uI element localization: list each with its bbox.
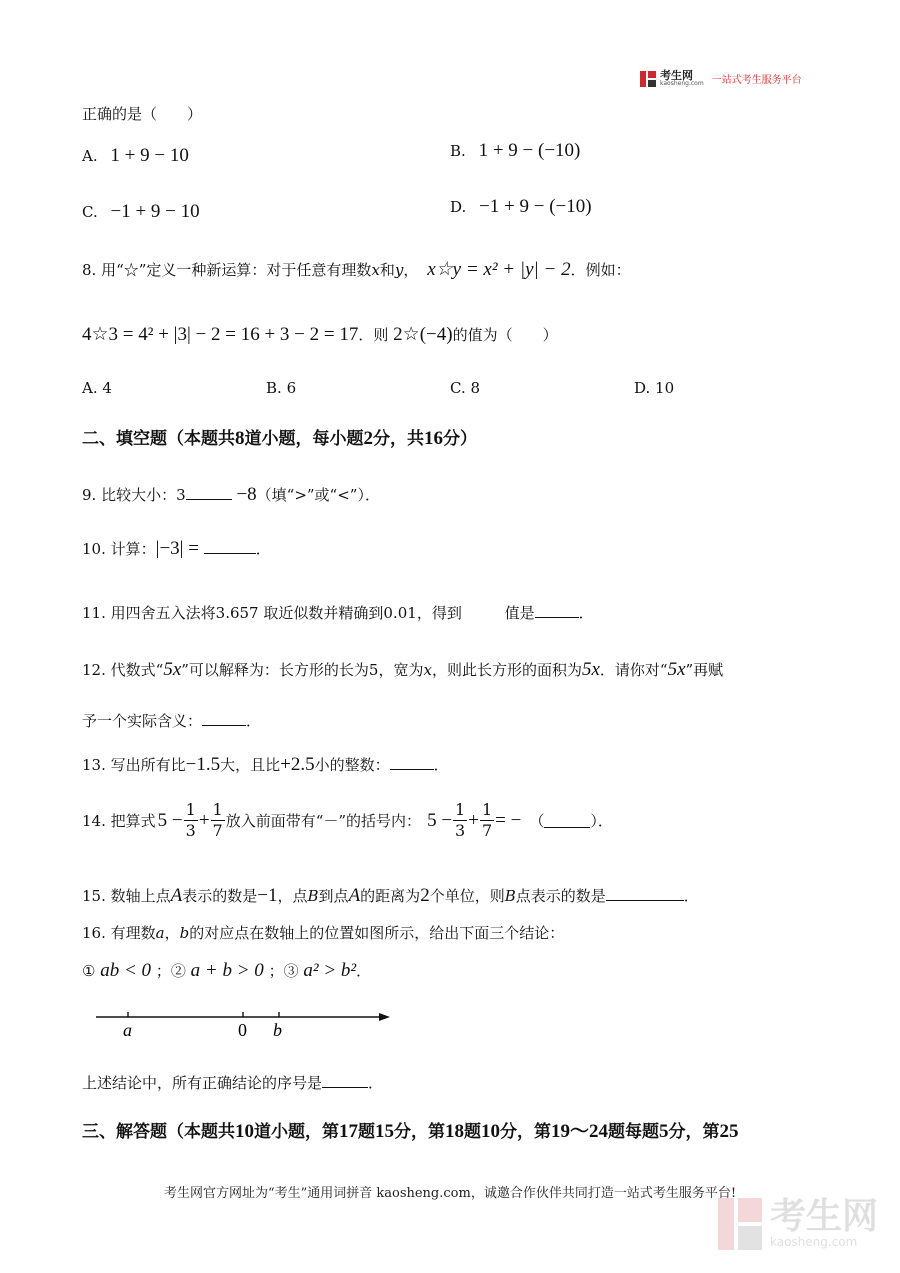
watermark bbox=[718, 1198, 878, 1250]
conclusion-2: a + b > 0 bbox=[190, 960, 264, 981]
question-number: 10. bbox=[82, 540, 106, 558]
q14-plus: + bbox=[198, 809, 210, 831]
section2-total: 16 bbox=[424, 428, 443, 449]
logo-domain: kaosheng.com bbox=[660, 80, 704, 87]
q16-conclusion-line bbox=[82, 1072, 383, 1093]
section2-each: 2 bbox=[363, 428, 373, 449]
q16-conclusion-end: ． bbox=[368, 1074, 384, 1092]
question-number: 12. bbox=[82, 661, 106, 679]
section2-prefix: 二、填空题（本题共 bbox=[82, 429, 235, 449]
fraction-num: 1 bbox=[455, 800, 466, 819]
q12-len: 5 bbox=[368, 661, 379, 679]
logo-name: 考生网 bbox=[660, 69, 693, 82]
section3-s19: 5 bbox=[659, 1121, 669, 1142]
axis-arrow-icon bbox=[379, 1013, 390, 1021]
section3-heading bbox=[82, 1116, 739, 1143]
q10-expr: |−3| = bbox=[155, 538, 199, 559]
logo-slogan: 一站式考生服务平台 bbox=[711, 75, 802, 86]
q15-text-a: 数轴上点 bbox=[110, 887, 171, 905]
option-label: C. bbox=[450, 379, 466, 397]
q16-var-a: a bbox=[155, 924, 165, 942]
q16-conclusion: 上述结论中，所有正确结论的序号是 bbox=[82, 1074, 323, 1092]
answer-blank[interactable] bbox=[535, 603, 579, 618]
q14-rhs: = − bbox=[495, 809, 522, 831]
section2-mid1: 道小题，每小题 bbox=[244, 429, 364, 449]
section3-s18: 10 bbox=[481, 1121, 500, 1142]
q13-end: ． bbox=[433, 756, 449, 774]
answer-blank[interactable] bbox=[322, 1073, 368, 1088]
fraction-3 bbox=[453, 802, 467, 839]
fraction-num: 1 bbox=[185, 800, 196, 819]
option-expr: 1 + 9 − (−10) bbox=[478, 140, 581, 161]
answer-blank[interactable] bbox=[606, 886, 684, 901]
fraction-den: 7 bbox=[481, 821, 493, 840]
watermark-domain: kaosheng.com bbox=[770, 1235, 858, 1249]
q16-end: ． bbox=[356, 962, 372, 980]
section3-q25: 25 bbox=[719, 1121, 739, 1142]
q8-ask-text: 的值为（ ） bbox=[452, 326, 558, 344]
q13-hi: +2.5 bbox=[280, 754, 315, 775]
q11-num: 3.657 bbox=[215, 604, 259, 622]
question-number: 13. bbox=[82, 756, 106, 774]
fraction-den: 3 bbox=[455, 821, 466, 840]
section3-count: 10 bbox=[235, 1121, 254, 1142]
section3-mid2-repeat: 题 bbox=[464, 1122, 481, 1142]
axis-label-b: b bbox=[273, 1020, 282, 1040]
option-label: D. bbox=[450, 198, 467, 216]
q8-stem-line1 bbox=[82, 258, 631, 281]
q14-paren-close: ）． bbox=[590, 812, 613, 830]
q15-text-c: ，点 bbox=[277, 887, 308, 905]
q11-text-c: ，得到 bbox=[416, 604, 462, 622]
section3-s17: 15 bbox=[375, 1121, 394, 1142]
option-value: 8 bbox=[470, 379, 481, 397]
conclusion-1-mark: ① bbox=[82, 962, 96, 980]
fraction-num: 1 bbox=[481, 800, 493, 819]
answer-blank[interactable] bbox=[390, 755, 434, 770]
q15-point-a-repeat: A bbox=[348, 885, 361, 906]
q12-text-c: ，宽为 bbox=[378, 661, 424, 679]
q8-example-label: ．例如： bbox=[570, 261, 631, 279]
section2-mid2: 分，共 bbox=[373, 429, 424, 449]
q16-var-b: b bbox=[179, 924, 190, 942]
q12-text-d: ，则此长方形的面积为 bbox=[431, 661, 582, 679]
section3-mid6: 分，第 bbox=[668, 1122, 720, 1142]
number-line bbox=[90, 1005, 400, 1045]
q8-comma: ， bbox=[403, 261, 419, 279]
option-label: A. bbox=[82, 147, 98, 165]
option-value: 4 bbox=[102, 379, 112, 397]
option-label: B. bbox=[450, 142, 466, 160]
q7-stem: 正确的是（ ） bbox=[82, 105, 203, 123]
q10-text: 计算： bbox=[110, 540, 156, 558]
watermark-name: 考生网 bbox=[770, 1196, 879, 1237]
question-number: 16. bbox=[82, 924, 106, 942]
q15-text-d: 到点 bbox=[318, 887, 349, 905]
q8-ask-expr: 2☆(−4) bbox=[393, 324, 453, 345]
q7-option-c[interactable] bbox=[82, 201, 200, 223]
q8-option-c[interactable] bbox=[450, 379, 480, 397]
q12-expr-repeat: 5x bbox=[667, 659, 686, 680]
option-label: C. bbox=[82, 203, 98, 221]
q14-expr-lead: 5 − bbox=[157, 809, 183, 831]
page-footer: 考生网官方网址为“考生”通用词拼音 kaosheng.com，诚邀合作伙伴共同打造一站式考生服务平台! bbox=[163, 1186, 737, 1201]
question-number: 9. bbox=[82, 486, 97, 504]
header-logo[interactable] bbox=[640, 70, 802, 87]
q14 bbox=[82, 802, 613, 839]
q8-definition: x☆y = x² + |y| − 2 bbox=[427, 259, 571, 280]
question-number: 8. bbox=[82, 261, 97, 279]
fraction-2 bbox=[211, 802, 225, 839]
conclusion-3-mark: ；③ bbox=[268, 962, 299, 980]
option-value: 6 bbox=[286, 379, 297, 397]
section3-mid4: 分，第 bbox=[500, 1122, 551, 1142]
q11-text-d: 值是 bbox=[504, 604, 535, 622]
option-label: A. bbox=[82, 379, 98, 397]
q16-stem bbox=[82, 922, 564, 943]
q12-expr: 5x bbox=[163, 659, 182, 680]
fraction-den: 3 bbox=[185, 821, 196, 840]
answer-blank[interactable] bbox=[544, 813, 590, 828]
option-expr: 1 + 9 − 10 bbox=[110, 145, 189, 166]
q14-text-a: 把算式 bbox=[110, 812, 156, 830]
q15-val: −1 bbox=[257, 885, 278, 906]
q12-text-e: ．请你对“ bbox=[599, 661, 668, 679]
section3-mid5: 题每题 bbox=[608, 1122, 660, 1142]
q14-expr-lead-repeat: 5 − bbox=[427, 809, 453, 831]
fraction-den: 7 bbox=[212, 821, 223, 840]
section3-prefix: 三、解答题（本题共 bbox=[82, 1122, 235, 1142]
q12-width-var: x bbox=[423, 661, 432, 679]
q14-text-b: 放入前面带有“－”的括号内： bbox=[225, 812, 422, 830]
q14-paren-open: （ bbox=[529, 812, 545, 830]
var-x: x bbox=[371, 261, 380, 279]
q12-text-f: ”再赋 bbox=[685, 661, 724, 679]
q11-text-a: 用四舍五入法将 bbox=[110, 604, 216, 622]
section3-q18: 18 bbox=[445, 1121, 464, 1142]
q15 bbox=[82, 885, 699, 907]
q12-line2 bbox=[82, 710, 261, 731]
q11 bbox=[82, 602, 594, 623]
q15-point-b-repeat: B bbox=[504, 887, 516, 905]
q7-option-d[interactable] bbox=[450, 196, 592, 218]
q15-text-g: 点表示的数是 bbox=[515, 887, 606, 905]
q13-text-b: 大，且比 bbox=[220, 756, 281, 774]
q12-line1 bbox=[82, 659, 723, 681]
q12-line2-text: 予一个实际含义： bbox=[82, 712, 203, 730]
q13 bbox=[82, 754, 449, 776]
section3-mid2: 题 bbox=[358, 1122, 375, 1142]
q13-text-a: 写出所有比 bbox=[110, 756, 186, 774]
answer-blank[interactable] bbox=[204, 539, 256, 554]
q10-end: ． bbox=[255, 540, 271, 558]
section2-count: 8 bbox=[235, 428, 245, 449]
option-expr: −1 + 9 − 10 bbox=[110, 201, 200, 222]
section3-q17: 17 bbox=[339, 1121, 358, 1142]
q8-then: ．则 bbox=[358, 326, 389, 344]
axis-label-0: 0 bbox=[238, 1020, 247, 1040]
fraction-4 bbox=[480, 802, 494, 839]
q13-text-c: 小的整数： bbox=[314, 756, 390, 774]
q15-text-b: 表示的数是 bbox=[182, 887, 258, 905]
q12-area: 5x bbox=[581, 659, 600, 680]
q8-option-a[interactable] bbox=[82, 379, 112, 397]
q9 bbox=[82, 484, 380, 506]
section3-mid1: 道小题，第 bbox=[254, 1122, 339, 1142]
conclusion-3: a² > b² bbox=[303, 960, 357, 981]
q8-text: 用“☆”定义一种新运算：对于任意有理数 bbox=[101, 261, 372, 279]
section3-range: 19～24 bbox=[551, 1121, 609, 1142]
q9-hint: （填“>”或“<”）． bbox=[256, 486, 380, 504]
q12-text-b: ”可以解释为：长方形的长为 bbox=[181, 661, 369, 679]
q8-and: 和 bbox=[379, 261, 395, 279]
q7-option-b[interactable] bbox=[450, 140, 580, 162]
q7-option-a[interactable] bbox=[82, 145, 189, 167]
question-number: 15. bbox=[82, 887, 106, 905]
q9-text: 比较大小： bbox=[101, 486, 177, 504]
q8-option-b[interactable] bbox=[266, 379, 296, 397]
section3-mid3: 分，第 bbox=[394, 1122, 445, 1142]
q13-lo: −1.5 bbox=[185, 754, 221, 775]
option-label: D. bbox=[634, 379, 651, 397]
q15-end: ． bbox=[683, 887, 699, 905]
q10 bbox=[82, 538, 271, 560]
q16-text-b: 的对应点在数轴上的位置如图所示，给出下面三个结论： bbox=[189, 924, 565, 942]
q14-plus-repeat: + bbox=[468, 809, 479, 831]
answer-blank[interactable] bbox=[202, 711, 246, 726]
q15-text-e: 的距离为 bbox=[360, 887, 421, 905]
q16-sep: ， bbox=[164, 924, 180, 942]
watermark-logo-icon bbox=[718, 1198, 762, 1250]
question-number: 14. bbox=[82, 811, 106, 830]
q9-b: −8 bbox=[236, 484, 257, 505]
answer-blank[interactable] bbox=[186, 485, 232, 500]
q11-prec: 0.01 bbox=[383, 604, 417, 622]
section2-heading bbox=[82, 424, 477, 450]
q9-a: 3 bbox=[176, 486, 186, 504]
q16-conclusions bbox=[82, 960, 371, 982]
q15-dist: 2 bbox=[420, 885, 430, 906]
option-expr: −1 + 9 − (−10) bbox=[479, 196, 592, 217]
q8-example: 4☆3 = 4² + |3| − 2 = 16 + 3 − 2 = 17 bbox=[82, 324, 359, 345]
var-y: y bbox=[394, 261, 404, 279]
option-label: B. bbox=[266, 379, 282, 397]
option-value: 10 bbox=[655, 379, 675, 397]
q16-text-a: 有理数 bbox=[110, 924, 156, 942]
logo-icon bbox=[640, 71, 656, 87]
axis-label-a: a bbox=[123, 1020, 132, 1040]
question-number: 11. bbox=[82, 604, 106, 622]
q15-text-f: 个单位，则 bbox=[429, 887, 505, 905]
fraction-num: 1 bbox=[212, 800, 223, 819]
q11-end: ． bbox=[578, 604, 594, 622]
conclusion-1: ab < 0 bbox=[100, 960, 152, 981]
q15-point-a: A bbox=[170, 885, 183, 906]
q12-end: ． bbox=[246, 712, 262, 730]
q12-text-a: 代数式“ bbox=[110, 661, 164, 679]
q11-text-b: 取近似数并精确到 bbox=[263, 604, 384, 622]
fraction-1 bbox=[184, 802, 198, 839]
q15-point-b: B bbox=[307, 887, 319, 905]
q8-option-d[interactable] bbox=[634, 379, 674, 397]
q8-stem-line2 bbox=[82, 323, 558, 346]
conclusion-2-mark: ；② bbox=[155, 962, 186, 980]
section2-suffix: 分） bbox=[443, 429, 477, 449]
